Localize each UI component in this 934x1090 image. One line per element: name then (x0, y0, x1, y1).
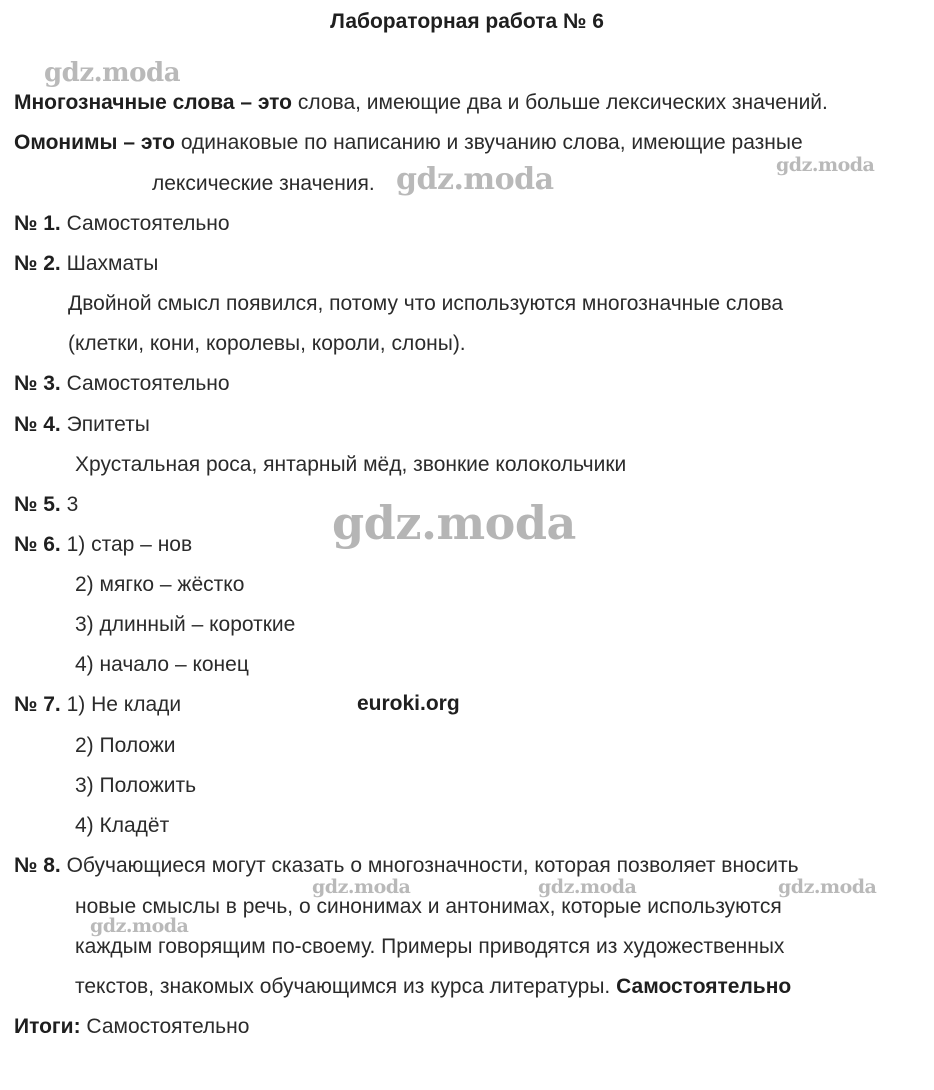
exercise-number: № 7. (14, 693, 61, 716)
exercise-8-line: новые смыслы в речь, о синонимах и антонимах, которые используются (75, 895, 782, 918)
exercise-answer: Самостоятельно (60, 212, 230, 235)
definition-polysemy (14, 90, 828, 116)
exercise-answer: Эпитеты (60, 413, 150, 436)
exercise-6-line: 4) начало – конец (75, 653, 249, 676)
summary-text: Самостоятельно (80, 1015, 250, 1038)
exercise-2-line: (клетки, кони, королевы, короли, слоны). (68, 332, 466, 355)
exercise-8-line: каждым говорящим по-своему. Примеры приводятся из художественных (75, 935, 785, 958)
definition-text: одинаковые по написанию и звучанию слова, имеющие разные (175, 131, 803, 154)
exercise-number: № 8. (14, 854, 61, 877)
exercise-answer: Обучающиеся могут сказать о многозначности, которая позволяет вносить (60, 854, 799, 877)
exercise-answer: Шахматы (60, 252, 159, 275)
exercise-6-line: 3) длинный – короткие (75, 613, 296, 636)
exercise-1 (14, 211, 230, 237)
watermark: gdz.moda (312, 876, 411, 898)
exercise-number: № 5. (14, 493, 61, 516)
exercise-8-line (75, 974, 791, 1000)
exercise-number: № 1. (14, 212, 61, 235)
definition-term: Омонимы – это (14, 131, 175, 154)
exercise-6 (14, 532, 192, 558)
summary-label: Итоги: (14, 1015, 81, 1038)
exercise-8-bold: Самостоятельно (616, 975, 792, 998)
watermark: gdz.moda (44, 58, 181, 88)
exercise-4-line: Хрустальная роса, янтарный мёд, звонкие колокольчики (75, 453, 627, 476)
page-title: Лабораторная работа № 6 (330, 10, 604, 33)
exercise-2-line: Двойной смысл появился, потому что используются многозначные слова (68, 292, 784, 315)
exercise-2 (14, 251, 158, 277)
exercise-answer: 1) Не клади (60, 693, 182, 716)
exercise-7-line: 2) Положи (75, 734, 176, 757)
exercise-answer: 3 (60, 493, 79, 516)
definition-term: Многозначные слова – это (14, 91, 293, 114)
exercise-5 (14, 492, 78, 518)
exercise-number: № 2. (14, 252, 61, 275)
watermark: gdz.moda (776, 154, 875, 176)
exercise-answer: 1) стар – нов (60, 533, 193, 556)
watermark: gdz.moda (90, 915, 189, 937)
exercise-7-line: 4) Кладёт (75, 814, 170, 837)
exercise-answer: Самостоятельно (60, 372, 230, 395)
summary (14, 1014, 249, 1040)
definition-continuation: лексические значения. (152, 172, 375, 195)
source-label: euroki.org (357, 692, 460, 715)
watermark: gdz.moda (778, 876, 877, 898)
watermark: gdz.moda (332, 496, 576, 550)
exercise-3 (14, 371, 230, 397)
exercise-7 (14, 692, 181, 718)
definition-text: слова, имеющие два и больше лексических значений. (292, 91, 828, 114)
definition-homonyms (14, 130, 803, 156)
exercise-8-text: текстов, знакомых обучающимся из курса литературы. (75, 975, 617, 998)
exercise-number: № 3. (14, 372, 61, 395)
exercise-4 (14, 412, 150, 438)
exercise-6-line: 2) мягко – жёстко (75, 573, 245, 596)
exercise-7-line: 3) Положить (75, 774, 197, 797)
exercise-number: № 4. (14, 413, 61, 436)
watermark: gdz.moda (538, 876, 637, 898)
watermark: gdz.moda (396, 162, 554, 197)
exercise-number: № 6. (14, 533, 61, 556)
